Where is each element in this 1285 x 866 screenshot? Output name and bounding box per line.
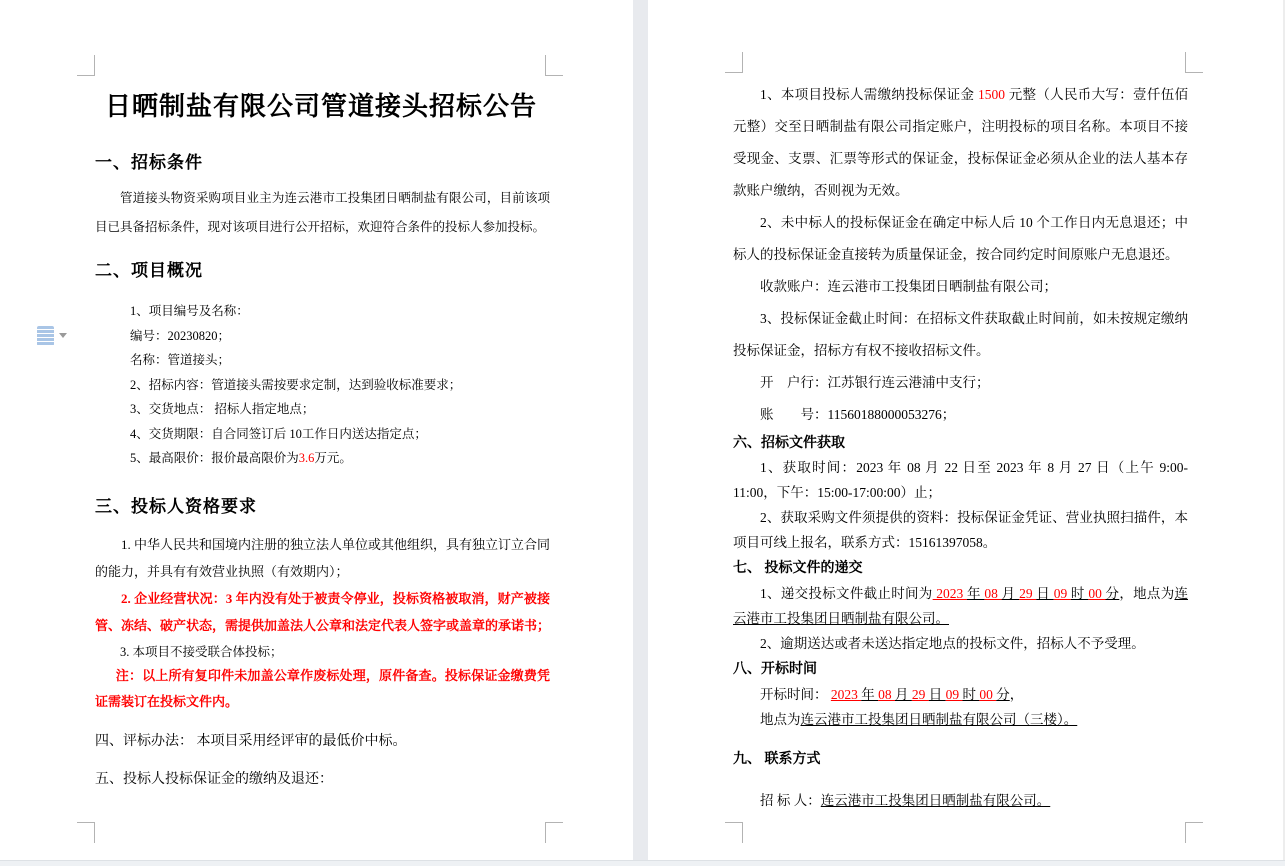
submission-deadline [733, 581, 1188, 631]
crop-mark-top-left [77, 55, 95, 76]
deadline-year: 2023 [932, 586, 967, 601]
opening-time-body [733, 682, 1188, 732]
deadline-month: 08 [984, 586, 1002, 601]
opening-hour: 09 [945, 687, 963, 702]
list-item: 名称：管道接头； [130, 353, 231, 367]
bid-bond-terms [733, 79, 1188, 431]
list-item: 编号：20230820； [130, 328, 231, 343]
page-gap [633, 0, 648, 860]
opening-day: 29 [911, 687, 929, 702]
payee-account: 收款账户：连云港市工投集团日晒制盐有限公司； [760, 279, 1057, 294]
deadline-minute-unit: 分 [1105, 586, 1120, 601]
section-evaluation-method: 四、评标办法： 本项目采用经评审的最低价中标。 [95, 734, 407, 749]
document-title: 日晒制盐有限公司管道接头招标公告 [104, 92, 537, 121]
opening-hour-unit: 时 [962, 687, 980, 702]
opening-year: 2023 [830, 687, 862, 702]
crop-mark-bottom-right [545, 822, 563, 843]
section-heading-project-overview: 二、项目概况 [95, 261, 203, 280]
opening-place-label: 地点为 [760, 712, 801, 727]
opening-time-line [733, 682, 1188, 707]
list-item: 4、交货期限：自合同签订后 10工作日内送达指定点； [130, 426, 427, 441]
comment-document-icon[interactable] [37, 326, 54, 346]
crop-mark-bottom-left [77, 822, 95, 843]
project-overview-list [130, 299, 461, 471]
acquisition-time: 1、获取时间：2023 年 08 月 22 日至 2023 年 8 月 27 日（上午 9:00-11:00，下午：15:00-17:00:00）止； [733, 460, 1188, 500]
section-heading-bidding-conditions: 一、招标条件 [95, 153, 203, 172]
section-heading-bid-submission: 七、 投标文件的递交 [733, 561, 863, 576]
qualification-item-3: 3. 本项目不接受联合体投标； [120, 645, 283, 659]
paragraph-bidding-conditions: 管道接头物资采购项目业主为连云港市工投集团日晒制盐有限公司，目前该项目已具备招标条件，现对该项目进行公开招标，欢迎符合条件的投标人参加投标。 [95, 191, 550, 234]
acquisition-materials: 2、获取采购文件须提供的资料：投标保证金凭证、营业执照扫描件，本项目可线上报名，联系方式：15161397058。 [733, 510, 1188, 550]
section-heading-document-acquisition: 六、招标文件获取 [733, 436, 845, 451]
deadline-day: 29 [1019, 586, 1037, 601]
opening-month: 08 [878, 687, 895, 702]
deadline-year-unit: 年 [966, 586, 985, 601]
crop-mark-top-right [1185, 52, 1203, 73]
opening-minute-unit: 分 [996, 687, 1010, 702]
opening-time-label: 开标时间： [760, 687, 831, 702]
deadline-day-unit: 日 [1036, 586, 1054, 601]
bond-term-1-text: 1、本项目投标人需缴纳投标保证金 [760, 87, 979, 102]
list-item-price-cap [130, 446, 461, 471]
late-submission-rule: 2、逾期送达或者未送达指定地点的投标文件，招标人不予受理。 [760, 636, 1145, 651]
opening-place: 连云港市工投集团日晒制盐有限公司（三楼）。 [800, 712, 1078, 727]
deadline-minute: 00 [1088, 586, 1106, 601]
bond-amount: 1500 [978, 87, 1006, 102]
crop-mark-top-left [725, 52, 743, 73]
price-cap-text: 5、最高限价：报价最高限价为 [130, 451, 299, 465]
section-heading-bidder-qualifications: 三、投标人资格要求 [95, 497, 257, 516]
opening-place-line [733, 707, 1188, 732]
bond-term-3: 3、投标保证金截止时间：在招标文件获取截止时间前，如未按规定缴纳投标保证金，招标方有权不接收招标文件。 [733, 311, 1188, 358]
price-cap-unit: 万元。 [314, 451, 352, 465]
tenderer-name: 连云港市工投集团日晒制盐有限公司。 [820, 793, 1051, 808]
list-item: 3、交货地点： 招标人指定地点； [130, 402, 315, 416]
account-number: 账 号：11560188000053276； [760, 407, 956, 422]
opening-month-unit: 月 [895, 687, 912, 702]
tenderer-line [733, 788, 1188, 813]
deadline-label: 1、递交投标文件截止时间为 [760, 586, 933, 601]
section-heading-opening-time: 八、开标时间 [733, 662, 817, 677]
page-1 [0, 0, 633, 860]
bond-term-1 [733, 79, 1188, 207]
qualification-note: 注：以上所有复印件未加盖公章作废标处理，原件备查。投标保证金缴费凭证需装订在投标文件内。 [95, 668, 550, 709]
page-2 [648, 0, 1285, 860]
qualification-item-2: 2. 企业经营状况：3 年内没有处于被责令停业，投标资格被取消，财产被接管、冻结、破产状态，需提供加盖法人公章和法定代表人签字或盖章的承诺书； [95, 591, 551, 633]
section-bid-bond-heading: 五、投标人投标保证金的缴纳及退还： [95, 772, 333, 787]
price-cap-value: 3.6 [298, 451, 315, 465]
bond-term-2: 2、未中标人的投标保证金在确定中标人后 10 个工作日内无息退还；中标人的投标保证金直接转为质量保证金，按合同约定时间原账户无息退还。 [733, 215, 1188, 262]
qualification-item-1: 1. 中华人民共和国境内注册的独立法人单位或其他组织，具有独立订立合同的能力，并具有有效营业执照（有效期内）； [95, 537, 551, 579]
deadline-mid-text: ，地点为 [1119, 586, 1175, 601]
deadline-hour-unit: 时 [1070, 586, 1089, 601]
opening-time-tail: ， [1009, 687, 1024, 702]
deadline-month-unit: 月 [1001, 586, 1020, 601]
opening-minute: 00 [979, 687, 997, 702]
document-acquisition-body [733, 455, 1188, 555]
crop-mark-bottom-left [725, 822, 743, 843]
bank-name: 开 户行：江苏银行连云港浦中支行； [760, 375, 990, 390]
deadline-hour: 09 [1053, 586, 1071, 601]
section-heading-contact: 九、 联系方式 [733, 752, 821, 767]
bond-term-1-rest: 元整（人民币大写：壹仟伍佰元整）交至日晒制盐有限公司指定账户，注明投标的项目名称。本项目不接受现金、支票、汇票等形式的保证金，投标保证金必须从企业的法人基本存款账户缴纳，否则视为无效。 [733, 87, 1189, 198]
submission-place: 连云港市工投集团日晒制盐有限公司。 [733, 586, 1188, 626]
list-item: 1、项目编号及名称： [130, 304, 249, 318]
crop-mark-top-right [545, 55, 563, 76]
horizontal-scrollbar[interactable] [0, 860, 1285, 866]
opening-year-unit: 年 [861, 687, 879, 702]
chevron-down-icon[interactable] [59, 333, 67, 338]
bid-submission-body [733, 581, 1188, 656]
list-item: 2、招标内容：管道接头需按要求定制，达到验收标准要求； [130, 377, 462, 392]
opening-day-unit: 日 [928, 687, 946, 702]
tenderer-label: 招 标 人： [760, 793, 821, 808]
crop-mark-bottom-right [1185, 822, 1203, 843]
